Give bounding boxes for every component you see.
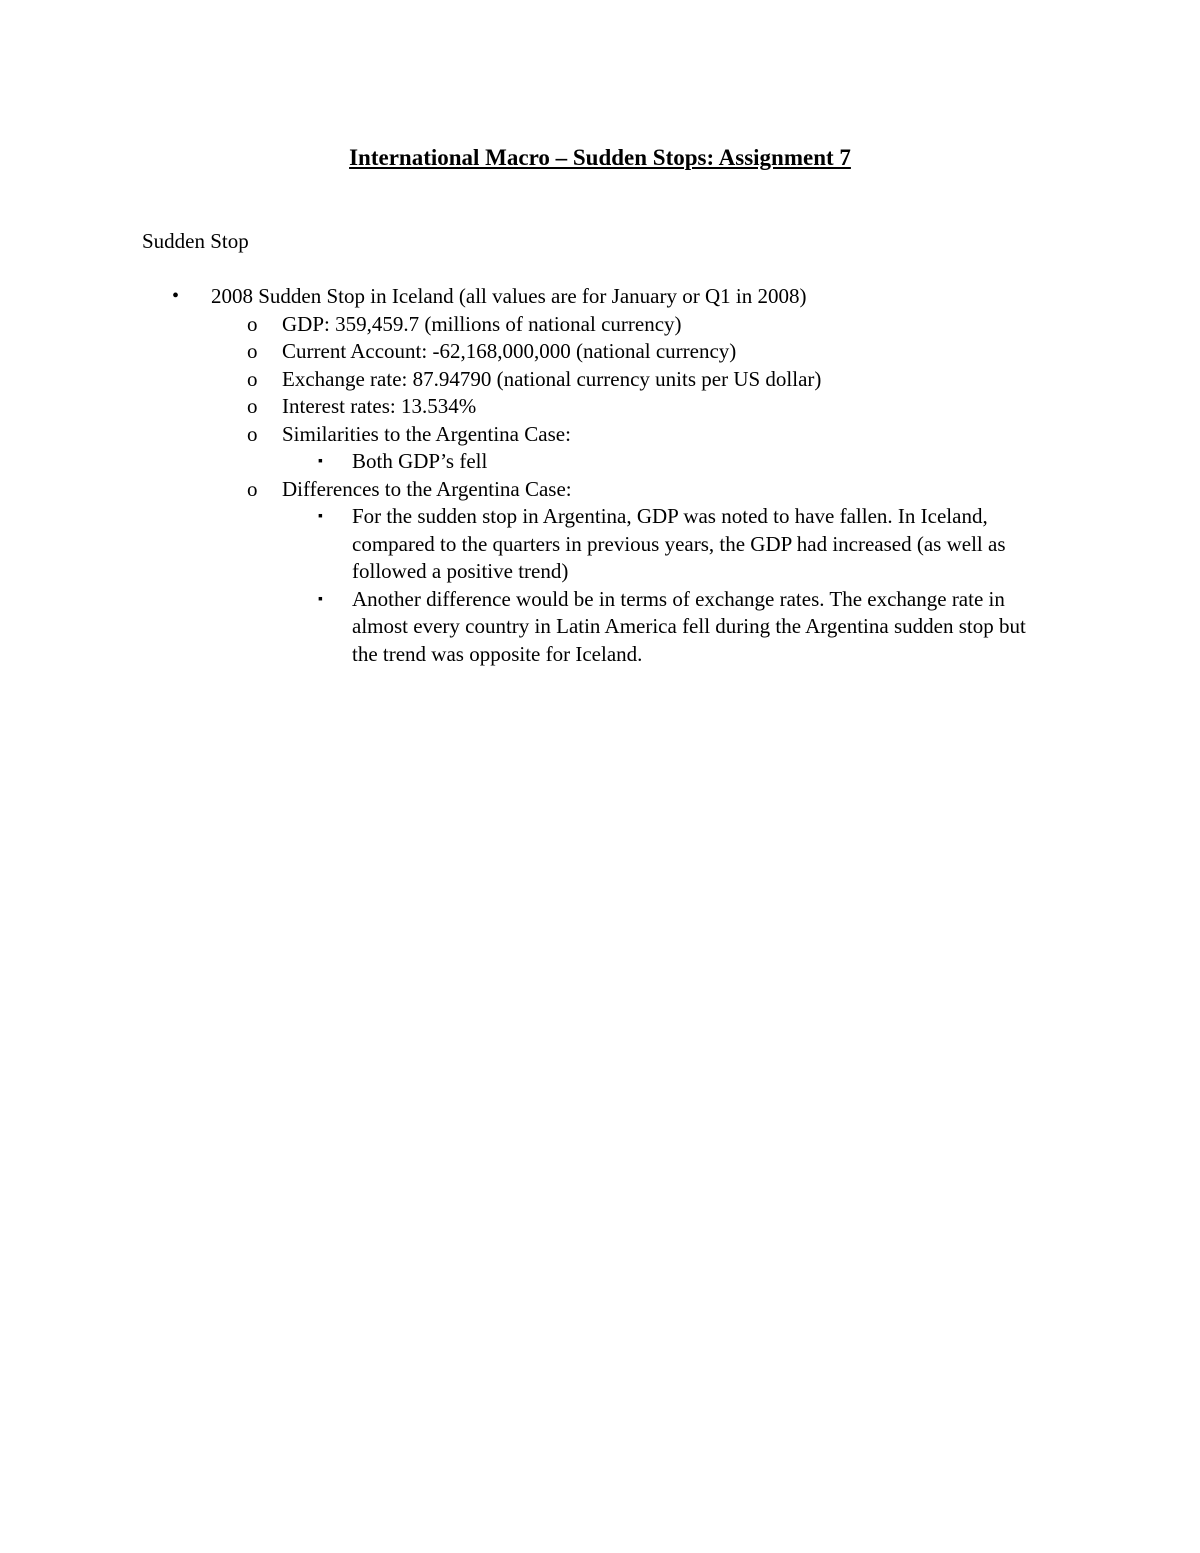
similarities-item: Similarities to the Argentina Case:: [282, 421, 571, 446]
sub-bullet-marker: o: [247, 366, 258, 391]
sub-list-item: [0, 311, 1200, 339]
bullet-marker: •: [172, 285, 180, 307]
gdp-item: GDP: 359,459.7 (millions of national currency): [282, 311, 682, 336]
section-heading: Sudden Stop: [142, 229, 249, 253]
sub-bullet-marker: o: [247, 311, 258, 336]
interest-rates-item: Interest rates: 13.534%: [282, 394, 477, 418]
exchange-rate-item: Exchange rate: 87.94790 (national currency units per US dollar): [282, 366, 822, 391]
document-title: International Macro – Sudden Stops: Assignment 7: [349, 145, 851, 170]
difference-text: For the sudden stop in Argentina, GDP was noted to have fallen. In Iceland, compared to the quarters in previous years, the GDP had increased (as well as followed a positive trend): [352, 504, 1006, 583]
list-item: [0, 283, 1200, 311]
differences-item: Differences to the Argentina Case:: [282, 476, 572, 501]
current-account-item: Current Account: -62,168,000,000 (national currency): [282, 339, 737, 363]
sub-list-item: [0, 338, 1200, 366]
sub-list-item: [0, 393, 1200, 421]
similarity-text: Both GDP’s fell: [352, 449, 488, 473]
sub-bullet-marker: o: [247, 421, 258, 446]
sub-list-item: [0, 366, 1200, 394]
sub-bullet-marker: o: [247, 476, 258, 501]
bullet-list: [0, 283, 1200, 668]
square-bullet-marker: ▪: [318, 509, 323, 524]
sub-list-item: [0, 421, 1200, 449]
sub-sub-list-item: [0, 503, 1200, 586]
sub-bullet-marker: o: [247, 394, 258, 418]
square-bullet-marker: ▪: [318, 591, 323, 607]
square-bullet-marker: ▪: [318, 454, 323, 469]
sub-sub-list-item: [0, 586, 1200, 669]
sub-list-item: [0, 476, 1200, 504]
sub-bullet-marker: o: [247, 339, 258, 363]
list-item-text: 2008 Sudden Stop in Iceland (all values are for January or Q1 in 2008): [211, 284, 807, 308]
sub-sub-list-item: [0, 448, 1200, 476]
difference-text: Another difference would be in terms of exchange rates. The exchange rate in almost every country in Latin America fell during the Argentina sudden stop but the trend was opposite for Iceland.: [352, 586, 1026, 666]
